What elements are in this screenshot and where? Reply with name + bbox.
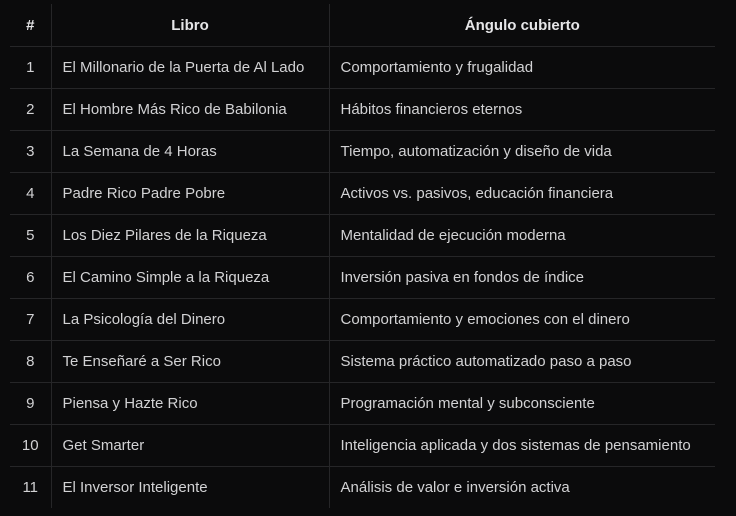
- row-book: Padre Rico Padre Pobre: [51, 173, 329, 215]
- row-book: Los Diez Pilares de la Riqueza: [51, 215, 329, 257]
- row-angle: Programación mental y subconsciente: [329, 383, 715, 425]
- row-number: 1: [10, 47, 51, 89]
- row-number: 2: [10, 89, 51, 131]
- table-row: [10, 425, 715, 467]
- table-row: [10, 383, 715, 425]
- header-book: Libro: [51, 4, 329, 47]
- row-book: Te Enseñaré a Ser Rico: [51, 341, 329, 383]
- row-angle: Hábitos financieros eternos: [329, 89, 715, 131]
- row-number: 10: [10, 425, 51, 467]
- row-angle: Mentalidad de ejecución moderna: [329, 215, 715, 257]
- table-row: [10, 47, 715, 89]
- table-row: [10, 173, 715, 215]
- row-book: El Hombre Más Rico de Babilonia: [51, 89, 329, 131]
- row-number: 11: [22, 479, 39, 496]
- row-number: 7: [10, 299, 51, 341]
- row-angle: Tiempo, automatización y diseño de vida: [329, 131, 715, 173]
- table-row: [10, 89, 715, 131]
- header-row: [10, 4, 715, 47]
- row-angle: Sistema práctico automatizado paso a paso: [329, 341, 715, 383]
- header-angle: Ángulo cubierto: [329, 4, 715, 47]
- row-book: Get Smarter: [51, 425, 329, 467]
- table-row: [10, 257, 715, 299]
- table-row: [10, 131, 715, 173]
- header-number: #: [10, 4, 51, 47]
- table-row: [10, 215, 715, 257]
- table-header: [10, 4, 715, 47]
- row-number: 9: [10, 383, 51, 425]
- row-book: El Millonario de la Puerta de Al Lado: [51, 47, 329, 89]
- row-angle: Comportamiento y frugalidad: [329, 47, 715, 89]
- books-table: [10, 4, 715, 508]
- row-number: 3: [10, 131, 51, 173]
- row-book: La Psicología del Dinero: [51, 299, 329, 341]
- row-number: 8: [10, 341, 51, 383]
- row-number: 5: [10, 215, 51, 257]
- table-row: [10, 299, 715, 341]
- row-book: Piensa y Hazte Rico: [51, 383, 329, 425]
- row-angle: Activos vs. pasivos, educación financiera: [329, 173, 715, 215]
- table-row: [10, 467, 715, 509]
- table-body: [10, 47, 715, 509]
- row-angle: Comportamiento y emociones con el dinero: [329, 299, 715, 341]
- row-book: La Semana de 4 Horas: [51, 131, 329, 173]
- row-book: El Camino Simple a la Riqueza: [51, 257, 329, 299]
- row-book: El Inversor Inteligente: [51, 467, 329, 509]
- books-table-container: [10, 4, 715, 508]
- table-row: [10, 341, 715, 383]
- row-number: 6: [10, 257, 51, 299]
- row-angle: Análisis de valor e inversión activa: [329, 467, 715, 509]
- row-angle: Inversión pasiva en fondos de índice: [329, 257, 715, 299]
- row-angle: Inteligencia aplicada y dos sistemas de pensamiento: [329, 425, 715, 467]
- row-number: 4: [10, 173, 51, 215]
